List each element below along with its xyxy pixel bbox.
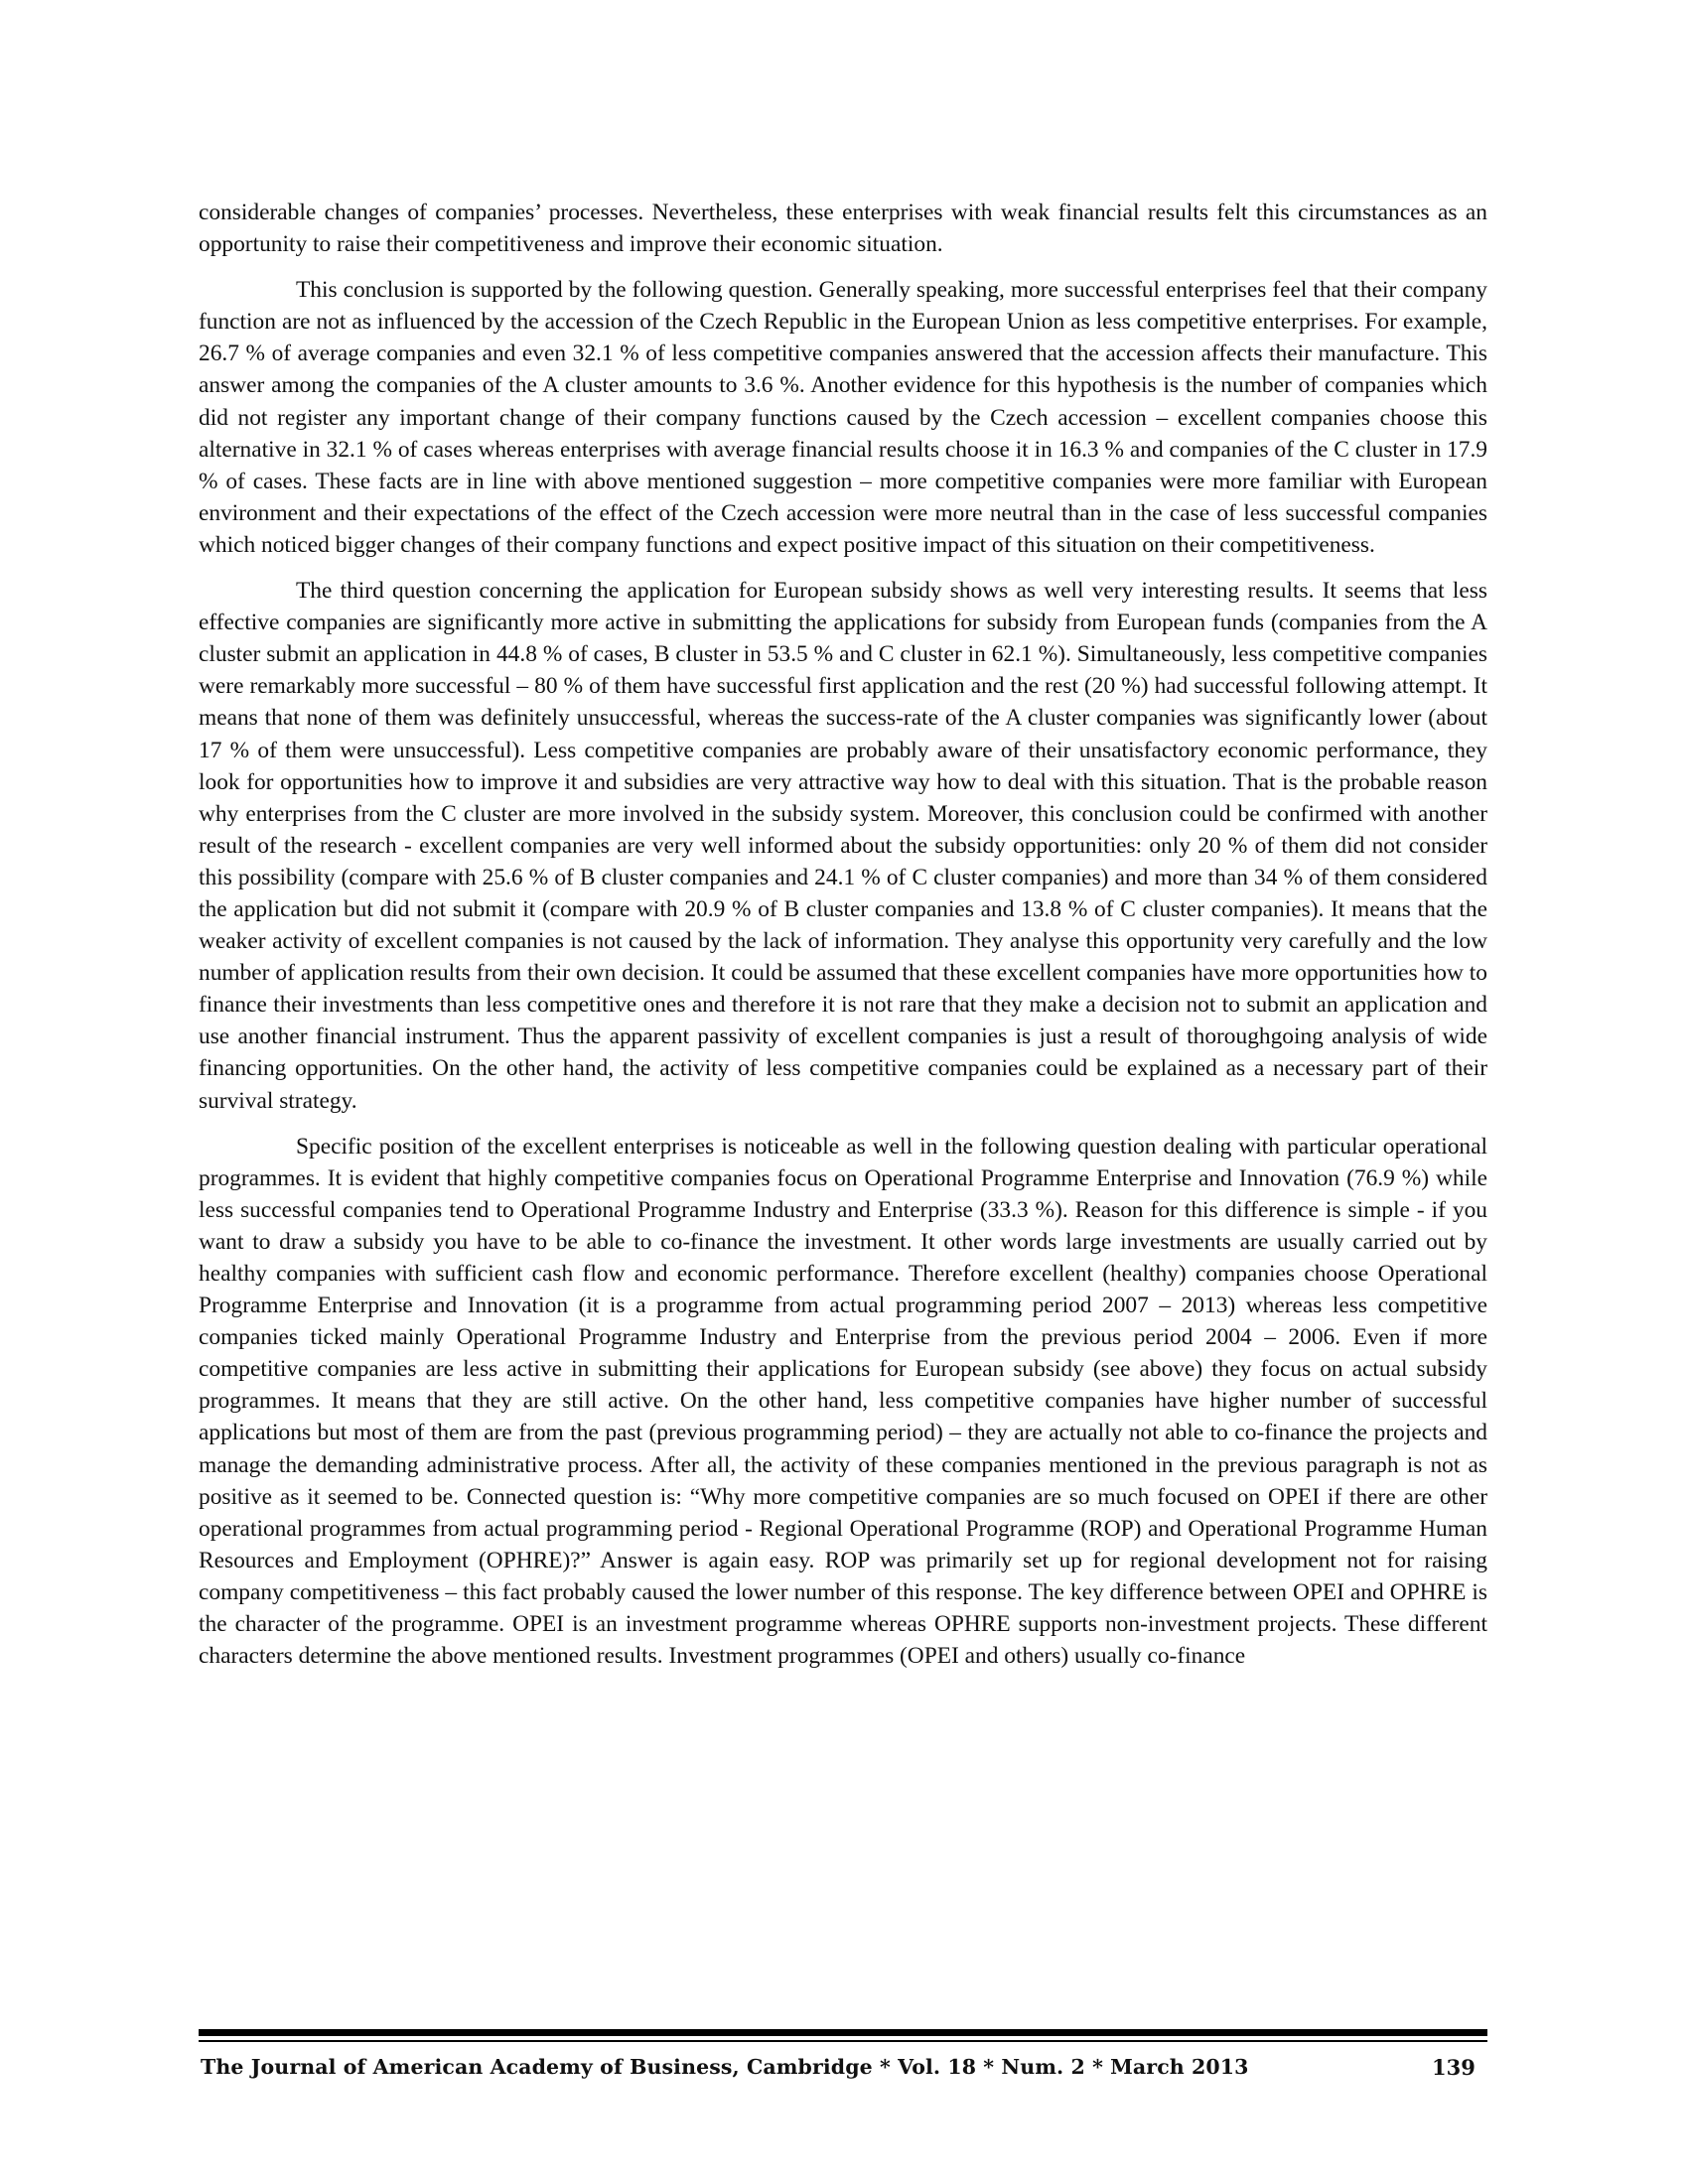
footer-rule-thin: [199, 2040, 1487, 2042]
paragraph: Specific position of the excellent enterprises is noticeable as well in the following question dealing with particular operational programmes. It is evident that highly competitive companies focus on Operational Programme Enterprise and Innovation (76.9 %) while less successful companies tend to Operational Programme Industry and Enterprise (33.3 %). Reason for this difference is simple - if you want to draw a subsidy you have to be able to co-finance the investment. It other words large investments are usually carried out by healthy companies with sufficient cash flow and economic performance. Therefore excellent (healthy) companies choose Operational Programme Enterprise and Innovation (it is a programme from actual programming period 2007 – 2013) whereas less competitive companies ticked mainly Operational Programme Industry and Enterprise from the previous period 2004 – 2006. Even if more competitive companies are less active in submitting their applications for European subsidy (see above) they focus on actual subsidy programmes. It means that they are still active. On the other hand, less competitive companies have higher number of successful applications but most of them are from the past (previous programming period) – they are actually not able to co-finance the projects and manage the demanding administrative process. After all, the activity of these companies mentioned in the previous paragraph is not as positive as it seemed to be. Connected question is: “Why more competitive companies are so much focused on OPEI if there are other operational programmes from actual programming period - Regional Operational Programme (ROP) and Operational Programme Human Resources and Employment (OPHRE)?” Answer is again easy. ROP was primarily set up for regional development not for raising company competitiveness – this fact probably caused the lower number of this response. The key difference between OPEI and OPHRE is the character of the programme. OPEI is an investment programme whereas OPHRE supports non-investment projects. These different characters determine the above mentioned results. Investment programmes (OPEI and others) usually co-finance: [199, 1133, 1487, 1670]
page-number: 139: [1432, 2055, 1476, 2080]
paragraph-continuation: considerable changes of companies’ processes. Nevertheless, these enterprises with weak financial results felt this circumstances as an opportunity to raise their competitiveness and improve their economic situation.: [199, 200, 1487, 258]
paragraph: This conclusion is supported by the following question. Generally speaking, more successful enterprises feel that their company function are not as influenced by the accession of the Czech Republic in the European Union as less competitive enterprises. For example, 26.7 % of average companies and even 32.1 % of less competitive companies answered that the accession affects their manufacture. This answer among the companies of the A cluster amounts to 3.6 %. Another evidence for this hypothesis is the number of companies which did not register any important change of their company functions caused by the Czech accession – excellent companies choose this alternative in 32.1 % of cases whereas enterprises with average financial results choose it in 16.3 % and companies of the C cluster in 17.9 % of cases. These facts are in line with above mentioned suggestion – more competitive companies were more familiar with European environment and their expectations of the effect of the Czech accession were more neutral than in the case of less successful companies which noticed bigger changes of their company functions and expect positive impact of this situation on their competitiveness.: [199, 277, 1487, 558]
footer-journal-citation: The Journal of American Academy of Business, Cambridge * Vol. 18 * Num. 2 * March 2013: [201, 2055, 1249, 2079]
paragraph: The third question concerning the application for European subsidy shows as well very interesting results. It seems that less effective companies are significantly more active in submitting the applications for subsidy from European funds (companies from the A cluster submit an application in 44.8 % of cases, B cluster in 53.5 % and C cluster in 62.1 %). Simultaneously, less competitive companies were remarkably more successful – 80 % of them have successful first application and the rest (20 %) had successful following attempt. It means that none of them was definitely unsuccessful, whereas the success-rate of the A cluster companies was significantly lower (about 17 % of them were unsuccessful). Less competitive companies are probably aware of their unsatisfactory economic performance, they look for opportunities how to improve it and subsidies are very attractive way how to deal with this situation. That is the probable reason why enterprises from the C cluster are more involved in the subsidy system. Moreover, this conclusion could be confirmed with another result of the research - excellent companies are very well informed about the subsidy opportunities: only 20 % of them did not consider this possibility (compare with 25.6 % of B cluster companies and 24.1 % of C cluster companies) and more than 34 % of them considered the application but did not submit it (compare with 20.9 % of B cluster companies and 13.8 % of C cluster companies). It means that the weaker activity of excellent companies is not caused by the lack of information. They analyse this opportunity very carefully and the low number of application results from their own decision. It could be assumed that these excellent companies have more opportunities how to finance their investments than less competitive ones and therefore it is not rare that they make a decision not to submit an application and use another financial instrument. Thus the apparent passivity of excellent companies is just a result of thoroughgoing analysis of wide financing opportunities. On the other hand, the activity of less competitive companies could be explained as a necessary part of their survival strategy.: [199, 578, 1487, 1114]
footer-rule-thick: [199, 2029, 1487, 2036]
body-text: [199, 197, 1487, 1686]
